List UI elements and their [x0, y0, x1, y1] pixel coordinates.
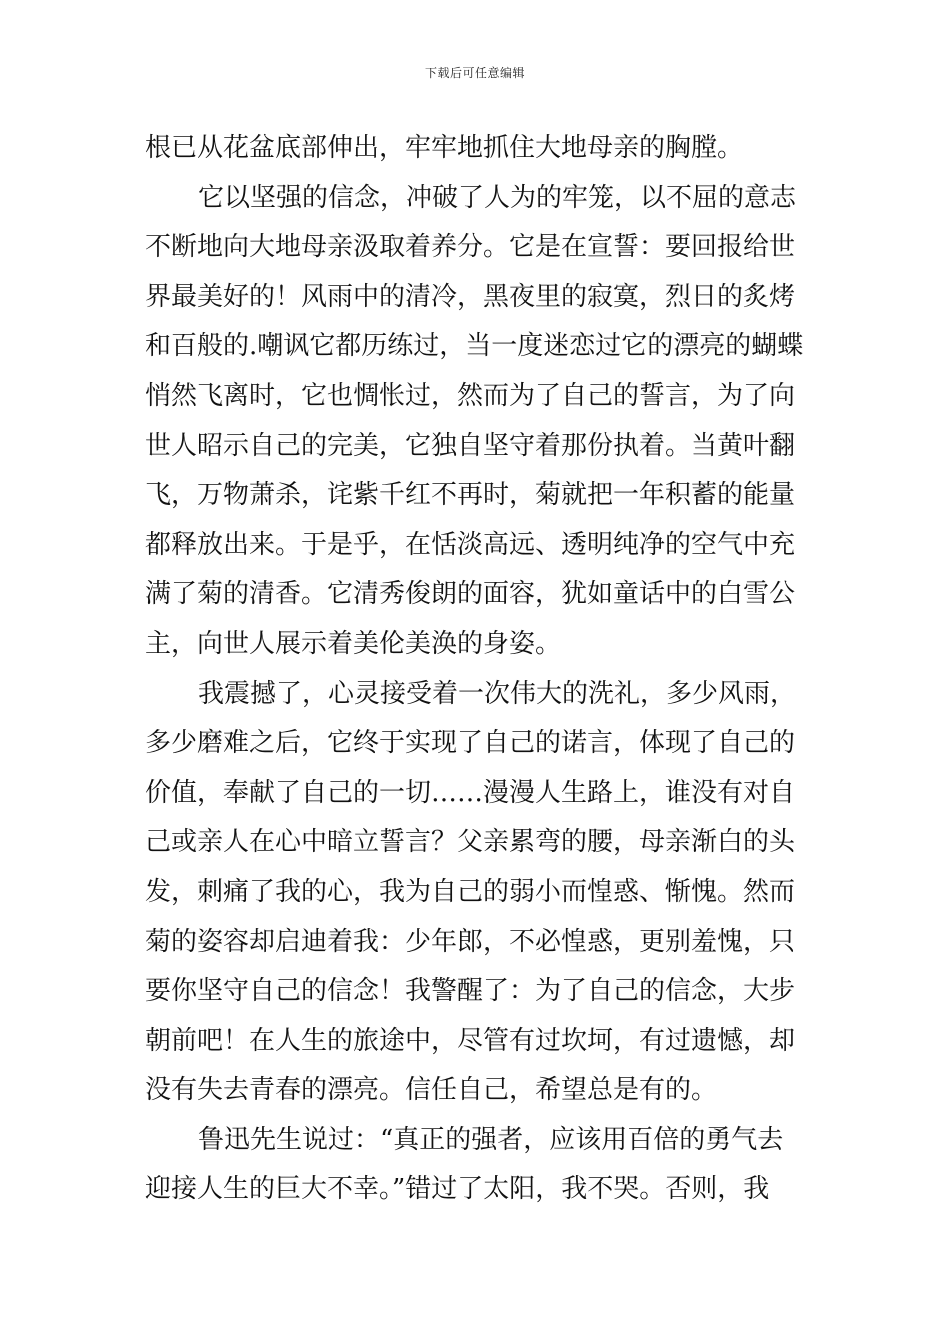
text-line: 己或亲人在心中暗立誓言？父亲累弯的腰，母亲渐白的头: [145, 827, 796, 858]
text-line: 要你坚守自己的信念！我警醒了：为了自己的信念，大步: [145, 976, 796, 1007]
text-line: 多少磨难之后，它终于实现了自己的诺言，体现了自己的: [145, 728, 796, 759]
text-line: 迎接人生的巨大不幸。”错过了太阳，我不哭。否则，我: [145, 1174, 770, 1205]
page-header: 下载后可任意编辑: [424, 66, 525, 80]
text-line: 不断地向大地母亲汲取着养分。它是在宣誓：要回报给世: [145, 232, 796, 263]
text-line: 满了菊的清香。它清秀俊朗的面容，犹如童话中的白雪公: [145, 579, 796, 610]
text-line: 朝前吧！在人生的旅途中，尽管有过坎坷，有过遗憾，却: [145, 1025, 796, 1056]
text-line: 菊的姿容却启迪着我：少年郎，不必惶惑，更别羞愧，只: [145, 926, 796, 957]
text-line: 和百般的.嘲讽它都历练过，当一度迷恋过它的漂亮的蝴蝶: [145, 331, 804, 362]
text-line: 界最美好的！风雨中的清冷，黑夜里的寂寞，烈日的炙烤: [145, 281, 796, 312]
text-line: 根已从花盆底部伸出，牢牢地抓住大地母亲的胸膛。: [145, 133, 744, 163]
text-line: 我震撼了，心灵接受着一次伟大的洗礼，多少风雨，: [198, 678, 797, 709]
text-line: 世人昭示自己的完美，它独自坚守着那份执着。当黄叶翻: [145, 430, 796, 461]
text-line: 主，向世人展示着美伦美涣的身姿。: [145, 628, 562, 659]
text-line: 它以坚强的信念，冲破了人为的牢笼，以不屈的意志: [198, 182, 797, 213]
text-line: 价值，奉献了自己的一切……漫漫人生路上，谁没有对自: [145, 777, 796, 808]
text-line: 没有失去青春的漂亮。信任自己，希望总是有的。: [145, 1075, 718, 1106]
text-line: 鲁迅先生说过：“真正的强者，应该用百倍的勇气去: [198, 1124, 784, 1155]
text-line: 飞，万物萧杀，诧紫千红不再时，菊就把一年积蓄的能量: [145, 480, 796, 511]
text-line: 悄然飞离时，它也惆怅过，然而为了自己的誓言，为了向: [145, 380, 796, 411]
body-text: [145, 124, 809, 1215]
text-line: 都释放出来。于是乎，在恬淡高远、透明纯净的空气中充: [145, 529, 796, 560]
text-line: 发，刺痛了我的心，我为自己的弱小而惶惑、惭愧。然而: [145, 876, 796, 907]
